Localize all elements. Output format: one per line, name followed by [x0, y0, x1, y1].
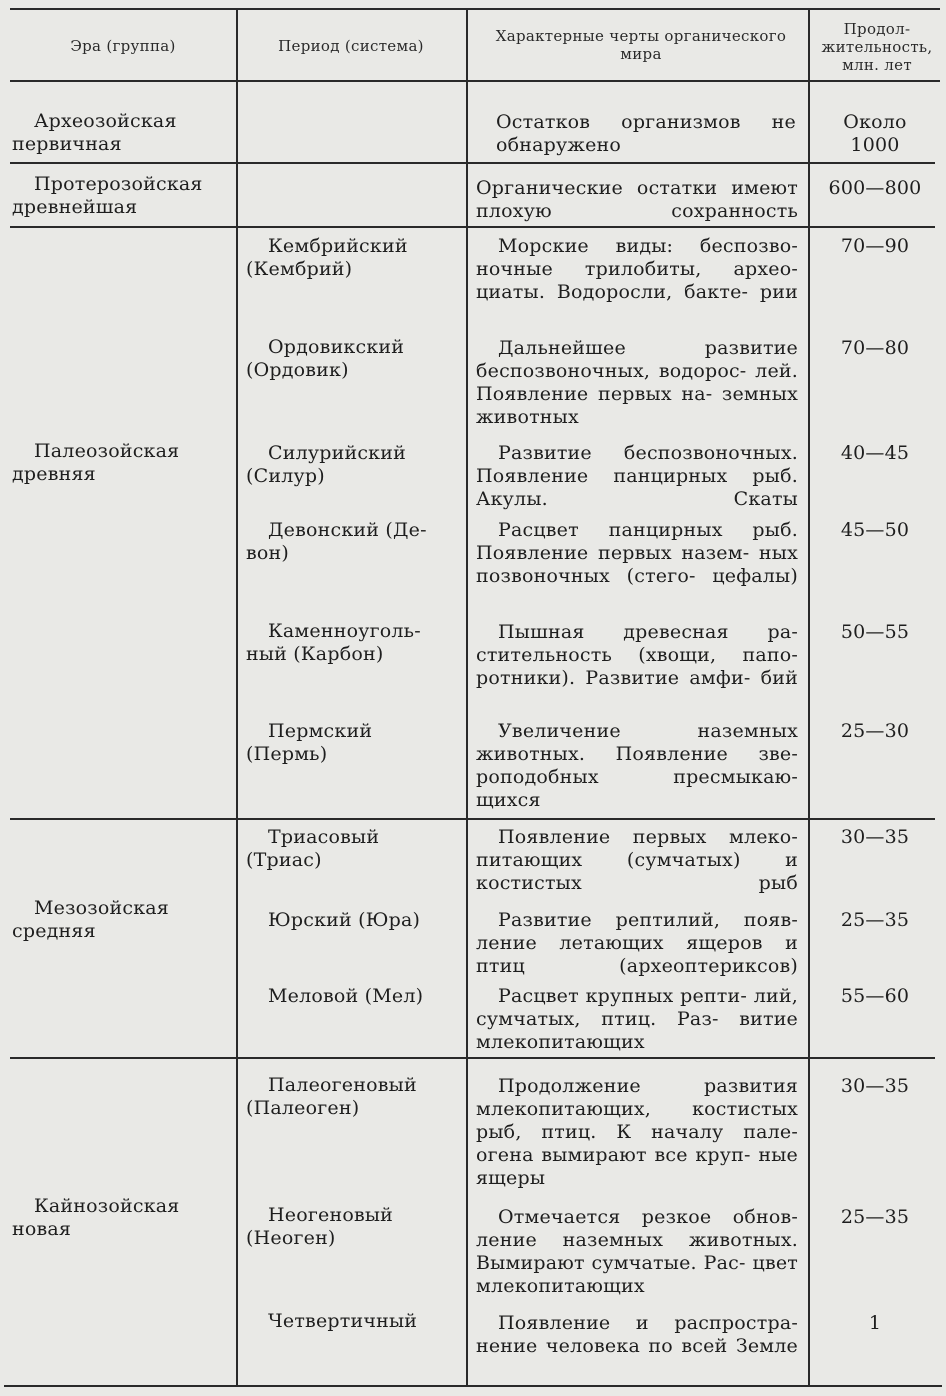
- period-name: Триасовый (Триас): [246, 826, 380, 871]
- header-features: Характерные черты органического мира: [495, 27, 787, 63]
- period-duration: 70—90: [840, 235, 910, 257]
- period-duration: 1: [868, 1312, 882, 1334]
- row-rule-proterozoic: [10, 226, 935, 228]
- era-name: Палеозойская древняя: [12, 440, 180, 485]
- col-rule-1: [236, 10, 238, 1385]
- period-description: Морские виды: беспозво- ночные трилобиты, архео- циаты. Водоросли, бакте- рии: [476, 235, 798, 303]
- period-name: Каменноуголь- ный (Карбон): [246, 620, 421, 665]
- period-description: Органические остатки имеют плохую сохранность: [476, 177, 798, 222]
- period-name: Силурийский (Силур): [246, 442, 406, 487]
- period-duration: 45—50: [840, 519, 910, 541]
- period-duration: 55—60: [840, 985, 910, 1007]
- period-duration: 70—80: [840, 337, 910, 359]
- period-name: Палеогеновый (Палеоген): [246, 1074, 417, 1119]
- table-top-rule: [10, 8, 940, 10]
- row-rule-paleozoic: [10, 818, 935, 820]
- era-name: Кайнозойская новая: [12, 1195, 180, 1240]
- col-rule-2: [466, 10, 468, 1385]
- header-bottom-rule: [10, 80, 940, 82]
- table-bottom-rule: [4, 1385, 942, 1387]
- period-name: Пермский (Пермь): [246, 720, 373, 765]
- period-name: Кембрийский (Кембрий): [246, 235, 408, 280]
- period-name: Ордовикский (Ордовик): [246, 336, 405, 381]
- period-duration: 40—45: [840, 442, 910, 464]
- period-description: Появление первых млеко- питающих (сумчатых) и костистых рыб: [476, 826, 798, 894]
- period-description: Увеличение наземных животных. Появление зве- роподобных пресмыкаю- щихся: [476, 720, 798, 811]
- era-name: Археозойская первичная: [12, 110, 177, 155]
- row-rule-mesozoic: [10, 1057, 935, 1059]
- period-description: Появление и распростра- нение человека по всей Земле: [476, 1312, 798, 1357]
- period-duration: 50—55: [840, 621, 910, 643]
- era-name: Протерозойская древнейшая: [12, 173, 203, 218]
- period-name: Меловой (Мел): [268, 985, 424, 1007]
- period-description: Дальнейшее развитие беспозвоночных, водорос- лей. Появление первых на- земных животных: [476, 337, 798, 428]
- header-duration: Продол- жительность, млн. лет: [821, 20, 933, 74]
- period-description: Развитие беспозвоночных. Появление панцирных рыб. Акулы. Скаты: [476, 442, 798, 510]
- period-duration: 600—800: [828, 177, 922, 199]
- period-description: Расцвет крупных репти- лий, сумчатых, птиц. Раз- витие млекопитающих: [476, 985, 798, 1053]
- period-description: Продолжение развития млекопитающих, костистых рыб, птиц. К началу пале- огена вымирают все круп- ные ящеры: [476, 1075, 798, 1189]
- col-rule-3: [808, 10, 810, 1385]
- era-name: Мезозойская средняя: [12, 897, 169, 942]
- row-rule-archeozoic: [10, 162, 935, 164]
- period-name: Юрский (Юра): [268, 909, 421, 931]
- period-duration: 30—35: [840, 1075, 910, 1097]
- period-name: Четвертичный: [268, 1310, 418, 1332]
- period-duration: 30—35: [840, 826, 910, 848]
- period-description: Остатков организмов не обнаружено: [496, 111, 796, 156]
- period-description: Расцвет панцирных рыб. Появление первых назем- ных позвоночных (стего- цефалы): [476, 519, 798, 587]
- period-description: Отмечается резкое обнов- ление наземных животных. Вымирают сумчатые. Рас- цвет млекопитающих: [476, 1206, 798, 1297]
- header-period: Период (система): [278, 37, 424, 55]
- period-description: Развитие рептилий, появ- ление летающих ящеров и птиц (археоптериксов): [476, 909, 798, 977]
- period-duration: 25—30: [840, 720, 910, 742]
- period-duration: 25—35: [840, 909, 910, 931]
- period-description: Пышная древесная ра- стительность (хвощи, папо- ротники). Развитие амфи- бий: [476, 621, 798, 689]
- period-name: Девонский (Де- вон): [246, 519, 427, 564]
- period-duration: Около 1000: [843, 111, 907, 156]
- period-duration: 25—35: [840, 1206, 910, 1228]
- header-era: Эра (группа): [70, 37, 176, 55]
- period-name: Неогеновый (Неоген): [246, 1204, 394, 1249]
